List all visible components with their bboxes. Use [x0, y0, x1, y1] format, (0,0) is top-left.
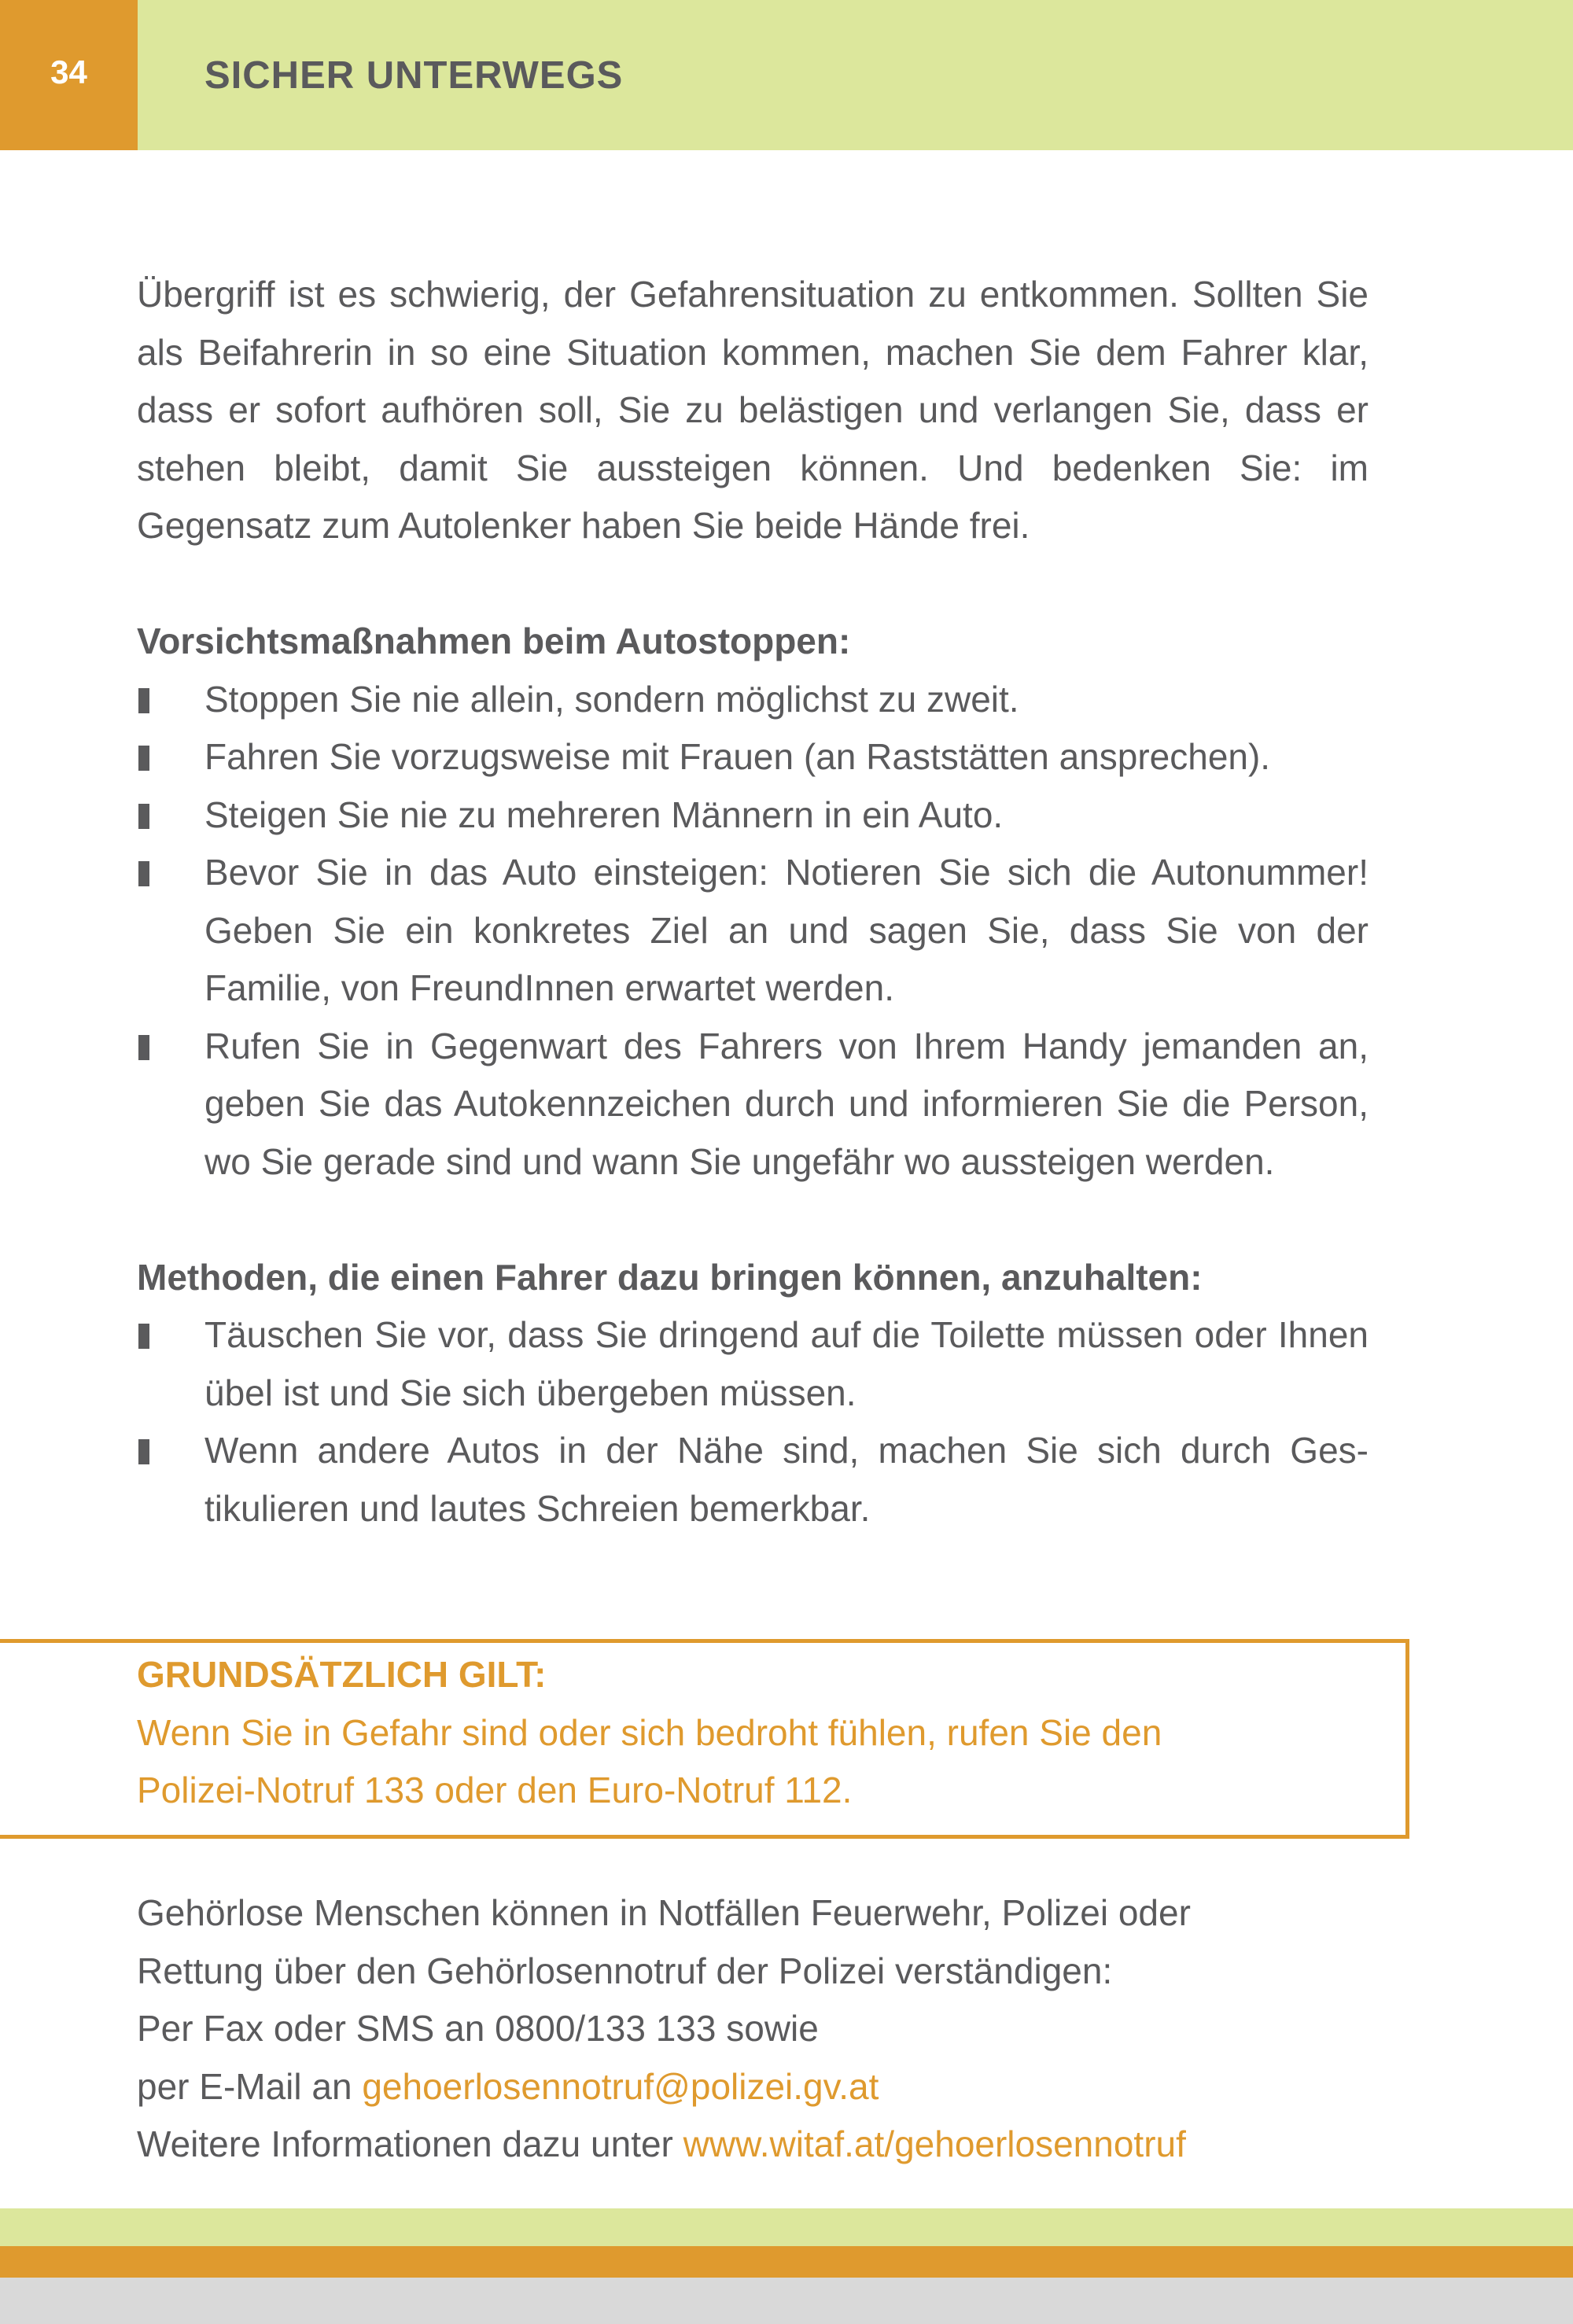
deaf-emergency-info — [137, 1884, 1411, 2174]
list-item — [137, 1422, 1369, 1538]
list-item — [137, 786, 1369, 845]
list-item-text: Wenn andere Autos in der Nähe sind, machen Sie sich durch Gestikulieren und lautes Schreien bemerkbar. — [204, 1430, 1369, 1529]
list-item-text: Rufen Sie in Gegenwart des Fahrers von Ihrem Handy jemanden an, geben Sie das Autokennzeichen durch und informieren Sie die Person, wo Sie gerade sind und wann Sie ungefähr wo aussteigen werden. — [204, 1025, 1369, 1182]
bullet-icon — [138, 746, 149, 771]
email-prefix: per E-Mail an — [137, 2065, 363, 2107]
list-item-text: Fahren Sie vorzugsweise mit Frauen (an Raststätten ansprechen). — [204, 736, 1271, 777]
bullet-icon — [138, 1035, 149, 1060]
footer-line — [137, 2058, 1411, 2116]
intro-paragraph: Übergriff ist es schwierig, der Gefahrensituation zu entkommen. Sollten Sie als Beifahrerin in so eine Situation kommen, machen Sie dem Fahrer klar, dass er sofort aufhören soll, Sie zu belästigen und verlangen Sie, dass er stehen bleibt, damit Sie aussteigen können. Und bedenken Sie: im Gegensatz zum Autolenker haben Sie beide Hände frei. — [137, 274, 1369, 546]
bullet-icon — [138, 804, 149, 829]
methods-list — [137, 1306, 1369, 1538]
notice-text-line: Polizei-Notruf 133 oder den Euro-Notruf 112. — [137, 1770, 853, 1810]
list-item-text: Bevor Sie in das Auto einsteigen: Notieren Sie sich die Autonummer! Geben Sie ein konkretes Ziel an und sagen Sie, dass Sie von der Familie, von FreundInnen erwartet werden. — [204, 852, 1369, 1008]
main-content — [137, 266, 1369, 1538]
bullet-icon — [138, 1439, 149, 1464]
section-title: SICHER UNTERWEGS — [204, 54, 624, 97]
footer-band-orange — [0, 2246, 1573, 2278]
list-item — [137, 1306, 1369, 1422]
bullet-icon — [138, 861, 149, 886]
footer-line: Per Fax oder SMS an 0800/133 133 sowie — [137, 2008, 819, 2049]
list-item-text: Steigen Sie nie zu mehreren Männern in ein Auto. — [204, 794, 1004, 835]
page-number: 34 — [0, 0, 138, 150]
page-header — [0, 0, 1573, 150]
footer-band-green — [0, 2208, 1573, 2246]
footer-line — [137, 2116, 1411, 2174]
list-item — [137, 844, 1369, 1018]
url-prefix: Weitere Informationen dazu unter — [137, 2123, 683, 2164]
footer-line: Gehörlose Menschen können in Notfällen Feuerwehr, Polizei oder — [137, 1892, 1191, 1933]
footer-band-gray — [0, 2278, 1573, 2324]
footer-line: Rettung über den Gehörlosennotruf der Polizei verständigen: — [137, 1950, 1113, 1991]
bullet-icon — [138, 1324, 149, 1349]
methods-heading: Methoden, die einen Fahrer dazu bringen können, anzuhalten: — [137, 1256, 1203, 1298]
list-item — [137, 1018, 1369, 1191]
notice-box — [0, 1639, 1409, 1839]
list-item — [137, 671, 1369, 729]
list-item-text: Täuschen Sie vor, dass Sie dringend auf die Toilette müssen oder Ihnen übel ist und Sie sich übergeben müssen. — [204, 1314, 1369, 1413]
bullet-icon — [138, 688, 149, 713]
precautions-heading: Vorsichtsmaßnahmen beim Autostoppen: — [137, 621, 851, 661]
email-link[interactable]: gehoerlosennotruf@polizei.gv.at — [362, 2065, 879, 2107]
website-link[interactable]: www.witaf.at/gehoerlosennotruf — [683, 2123, 1186, 2164]
list-item-text: Stoppen Sie nie allein, sondern möglichst zu zweit. — [204, 678, 1019, 720]
notice-text-line: Wenn Sie in Gefahr sind oder sich bedroht fühlen, rufen Sie den — [137, 1711, 1162, 1753]
notice-title: GRUNDSÄTZLICH GILT: — [137, 1654, 547, 1695]
precautions-list — [137, 671, 1369, 1191]
list-item — [137, 728, 1369, 786]
